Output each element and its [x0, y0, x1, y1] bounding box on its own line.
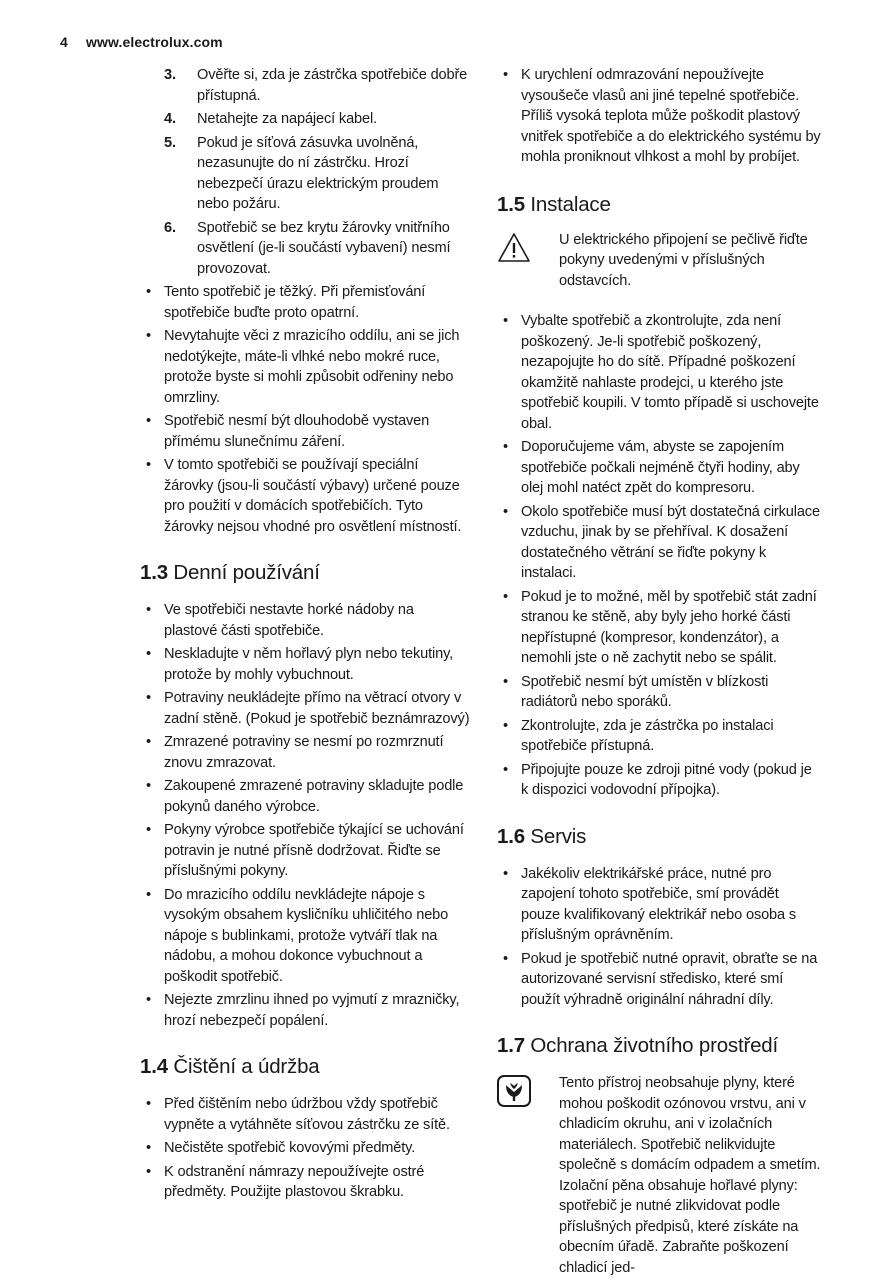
warning-callout: [497, 230, 821, 292]
environment-recycle-icon: [497, 1075, 531, 1107]
item-text: Zmrazené potraviny se nesmí po rozmrznutí znovu zmrazovat.: [164, 734, 444, 771]
section-title: Ochrana životního prostředí: [530, 1034, 778, 1057]
item-text: Pokud je to možné, měl by spotřebič stát zadní stranou ke stěně, aby byly jeho horké části nepřístupné (kompresor, kondenzátor), a nemohli jste o ně zachytit nebo se spálit.: [521, 588, 817, 666]
section-heading-service: [497, 824, 821, 850]
section-heading-environment: [497, 1033, 821, 1059]
item-text: K odstranění námrazy nepoužívejte ostré předměty. Použijte plastovou škrabku.: [164, 1163, 425, 1200]
cleaning-list: [140, 1094, 470, 1203]
item-text: Tento spotřebič je těžký. Při přemisťování spotřebiče buďte proto opatrní.: [164, 284, 426, 321]
item-text: Netahejte za napájecí kabel.: [197, 111, 377, 127]
section-heading-installation: [497, 192, 821, 218]
list-item: [140, 133, 470, 215]
item-text: Zakoupené zmrazené potraviny skladujte podle pokynů daného výrobce.: [164, 778, 464, 815]
item-text: Neskladujte v něm hořlavý plyn nebo tekutiny, protože by mohly vybuchnout.: [164, 646, 454, 683]
section-number: 1.7: [497, 1034, 525, 1057]
list-item: • Pokud je to možné, měl by spotřebič stát zadní stranou ke stěně, aby byly jeho horké části nepřístupné (kompresor, kondenzátor), a nemohli jste o ně zachytit nebo se spálit.: [503, 588, 817, 666]
list-item: • Připojujte pouze ke zdroji pitné vody (pokud je k dispozici vodovodní přípojka).: [503, 761, 812, 798]
list-item: • Zmrazené potraviny se nesmí po rozmrznutí znovu zmrazovat.: [146, 734, 444, 771]
item-text: V tomto spotřebiči se používají speciální žárovky (jsou-li součástí výbavy) určené pouze pro použití v domácích spotřebičích. Tyto žárovky nejsou vhodné pro osvětlení místností.: [164, 457, 462, 535]
section-title: Servis: [530, 824, 587, 848]
list-item: • K urychlení odmrazování nepoužívejte vysoušeče vlasů ani jiné tepelné spotřebiče. Příliš vysoká teplota může poškodit plastový vnitřek spotřebiče a do elektrického systému by mohla proniknout vlhkost a mohl by probíjet.: [503, 67, 821, 165]
section-heading-daily-use: [140, 560, 470, 586]
list-item: • Ve spotřebiči nestavte horké nádoby na plastové části spotřebiče.: [146, 602, 414, 639]
warning-triangle-icon: [497, 232, 531, 264]
item-text: Ve spotřebiči nestavte horké nádoby na plastové části spotřebiče.: [164, 602, 414, 639]
item-text: Nejezte zmrzlinu ihned po vyjmutí z mrazničky, hrozí nebezpečí popálení.: [164, 992, 460, 1029]
section-title: Čištění a údržba: [173, 1055, 320, 1078]
list-item: • Nečistěte spotřebič kovovými předměty.: [146, 1140, 416, 1156]
item-text: Pokud je síťová zásuvka uvolněná, nezasunujte do ní zástrčku. Hrozí nebezpečí úrazu elektrickým proudem nebo požáru.: [197, 134, 439, 212]
environment-callout: [497, 1073, 821, 1278]
item-number: 3.: [164, 67, 176, 83]
list-item: • Zakoupené zmrazené potraviny skladujte podle pokynů daného výrobce.: [146, 778, 464, 815]
list-item: • Nejezte zmrzlinu ihned po vyjmutí z mrazničky, hrozí nebezpečí popálení.: [146, 992, 460, 1029]
item-text: Doporučujeme vám, abyste se zapojením spotřebiče počkali nejméně čtyři hodiny, aby olej mohl natéct zpět do kompresoru.: [521, 439, 800, 496]
section-number: 1.6: [497, 824, 525, 848]
list-item: • V tomto spotřebiči se používají speciální žárovky (jsou-li součástí výbavy) určené pouze pro použití v domácích spotřebičích. Tyto žárovky nejsou vhodné pro osvětlení místností.: [146, 457, 462, 535]
item-text: Před čištěním nebo údržbou vždy spotřebič vypněte a vytáhněte síťovou zástrčku ze sítě.: [164, 1096, 450, 1133]
right-column: [497, 65, 821, 1278]
website-url: www.electrolux.com: [86, 34, 223, 50]
list-item: • Pokud je spotřebič nutné opravit, obraťte se na autorizované servisní středisko, které smí použít výhradně originální náhradní díly.: [503, 950, 818, 1008]
list-item: [140, 65, 470, 106]
item-text: Připojujte pouze ke zdroji pitné vody (pokud je k dispozici vodovodní přípojka).: [521, 761, 812, 798]
list-item: • Do mrazicího oddílu nevkládejte nápoje s vysokým obsahem kysličníku uhličitého nebo nápoje s bublinkami, protože vytváří tlak na nádobu, a mohou dokonce vybuchnout a poškodit spotřebič.: [146, 886, 449, 985]
section-number: 1.5: [497, 192, 525, 216]
list-item: [140, 218, 470, 280]
section-number: 1.4: [140, 1055, 168, 1078]
list-item: [140, 109, 470, 130]
item-text: Do mrazicího oddílu nevkládejte nápoje s vysokým obsahem kysličníku uhličitého nebo nápoje s bublinkami, protože vytváří tlak na nádobu, a mohou dokonce vybuchnout a poškodit spotřebič.: [164, 886, 449, 985]
list-item: • Jakékoliv elektrikářské práce, nutné pro zapojení tohoto spotřebiče, smí provádět pouze kvalifikovaný elektrikář nebo osoba s příslušným oprávněním.: [503, 865, 797, 943]
item-text: Spotřebič nesmí být dlouhodobě vystaven přímému slunečnímu záření.: [164, 413, 430, 450]
list-item: • Spotřebič nesmí být dlouhodobě vystaven přímému slunečnímu záření.: [146, 413, 430, 450]
list-item: • Neskladujte v něm hořlavý plyn nebo tekutiny, protože by mohly vybuchnout.: [146, 646, 454, 683]
list-item: • Tento spotřebič je těžký. Při přemisťování spotřebiče buďte proto opatrní.: [146, 284, 426, 321]
item-text: Spotřebič nesmí být umístěn v blízkosti radiátorů nebo sporáků.: [521, 673, 769, 710]
safety-bullet-list: [140, 282, 470, 537]
item-text: Vybalte spotřebič a zkontrolujte, zda není poškozený. Je-li spotřebič poškozený, nezapojujte ho do sítě. Případné poškození okamžitě nahlaste prodejci, u kterého jste spotřebič koupili. V tomto případě si uschovejte obal.: [521, 313, 819, 432]
environment-text: Tento přístroj neobsahuje plyny, které mohou poškodit ozónovou vrstvu, ani v chladicím okruhu, ani v izolačních materiálech. Spotřebič nelikvidujte společně s domácím odpadem a smetím. Izolační pěna obsahuje hořlavé plyny: spotřebič je nutné zlikvidovat podle příslušných předpisů, které získáte na obecním úřadě. Zabraňte poškození chladicí jed-: [559, 1075, 821, 1276]
item-text: Zkontrolujte, zda je zástrčka po instalaci spotřebiče přístupná.: [521, 717, 774, 754]
list-item: • K odstranění námrazy nepoužívejte ostré předměty. Použijte plastovou škrabku.: [146, 1163, 425, 1200]
item-number: 4.: [164, 111, 176, 127]
list-item: • Vybalte spotřebič a zkontrolujte, zda není poškozený. Je-li spotřebič poškozený, nezapojujte ho do sítě. Případné poškození okamžitě nahlaste prodejci, u kterého jste spotřebič koupili. V tomto případě si uschovejte obal.: [503, 313, 819, 432]
list-item: • Nevytahujte věci z mrazicího oddílu, ani se jich nedotýkejte, máte-li vlhké nebo mokré ruce, protože byste si mohli způsobit odřeniny nebo omrzliny.: [146, 328, 460, 406]
list-item: • Okolo spotřebiče musí být dostatečná cirkulace vzduchu, jinak by se přehříval. K dosažení dostatečného větrání se řiďte pokyny k instalaci.: [503, 503, 820, 581]
list-item: • Před čištěním nebo údržbou vždy spotřebič vypněte a vytáhněte síťovou zástrčku ze sítě.: [146, 1096, 450, 1133]
service-list: [497, 864, 821, 1011]
item-number: 5.: [164, 134, 176, 151]
section-title: Instalace: [530, 192, 611, 216]
item-number: 6.: [164, 219, 176, 236]
page-number: 4: [60, 34, 68, 50]
item-text: Potraviny neukládejte přímo na větrací otvory v zadní stěně. (Pokud je spotřebič beznámrazový): [164, 690, 470, 727]
warning-text: U elektrického připojení se pečlivě řiďte pokyny uvedenými v příslušných odstavcích.: [559, 231, 808, 289]
daily-use-list: [140, 600, 470, 1031]
installation-list: [497, 311, 821, 801]
item-text: Nevytahujte věci z mrazicího oddílu, ani se jich nedotýkejte, máte-li vlhké nebo mokré ruce, protože byste si mohli způsobit odřeniny nebo omrzliny.: [164, 328, 460, 406]
section-title: Denní používání: [173, 561, 320, 584]
item-text: Okolo spotřebiče musí být dostatečná cirkulace vzduchu, jinak by se přehříval. K dosažení dostatečného větrání se řiďte pokyny k instalaci.: [521, 503, 820, 581]
page-header: [60, 34, 223, 50]
item-text: Pokyny výrobce spotřebiče týkající se uchování potravin je nutné přísně dodržovat. Řiďte se příslušnými pokyny.: [164, 822, 464, 879]
list-item: • Doporučujeme vám, abyste se zapojením spotřebiče počkali nejméně čtyři hodiny, aby olej mohl natéct zpět do kompresoru.: [503, 439, 800, 496]
item-text: Jakékoliv elektrikářské práce, nutné pro zapojení tohoto spotřebiče, smí provádět pouze kvalifikovaný elektrikář nebo osoba s příslušným oprávněním.: [521, 865, 797, 943]
item-text: Ověřte si, zda je zástrčka spotřebiče dobře přístupná.: [197, 67, 468, 104]
list-item: • Potraviny neukládejte přímo na větrací otvory v zadní stěně. (Pokud je spotřebič beznámrazový): [146, 690, 470, 727]
item-text: Pokud je spotřebič nutné opravit, obraťte se na autorizované servisní středisko, které smí použít výhradně originální náhradní díly.: [521, 950, 818, 1008]
item-text: Nečistěte spotřebič kovovými předměty.: [164, 1140, 416, 1156]
section-number: 1.3: [140, 561, 168, 584]
left-column: [140, 65, 470, 1206]
defrost-list: [497, 65, 821, 168]
numbered-safety-list: [140, 65, 470, 279]
list-item: • Pokyny výrobce spotřebiče týkající se uchování potravin je nutné přísně dodržovat. Řiďte se příslušnými pokyny.: [146, 822, 464, 879]
section-heading-cleaning: [140, 1054, 470, 1080]
list-item: • Spotřebič nesmí být umístěn v blízkosti radiátorů nebo sporáků.: [503, 673, 769, 710]
item-text: K urychlení odmrazování nepoužívejte vysoušeče vlasů ani jiné tepelné spotřebiče. Příliš vysoká teplota může poškodit plastový vnitřek spotřebiče a do elektrického systému by mohla proniknout vlhkost a mohl by probíjet.: [521, 67, 821, 165]
item-text: Spotřebič se bez krytu žárovky vnitřního osvětlení (je-li součástí vybavení) nesmí provozovat.: [197, 219, 451, 277]
list-item: • Zkontrolujte, zda je zástrčka po instalaci spotřebiče přístupná.: [503, 717, 774, 754]
